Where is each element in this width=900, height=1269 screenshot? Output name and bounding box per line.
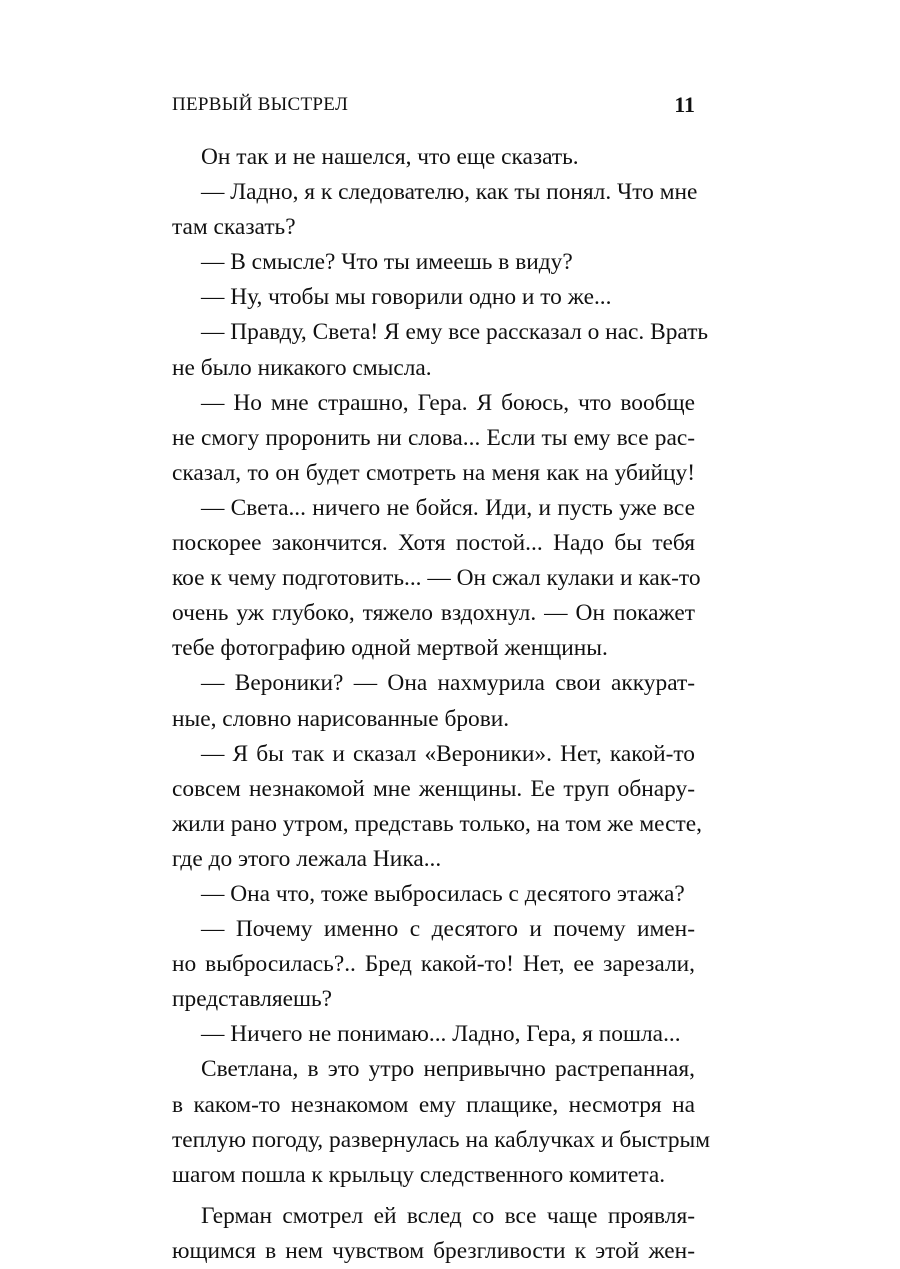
text-line: Герман смотрел ей вслед со все чаще проявля- — [201, 1202, 695, 1229]
text-line: — В смысле? Что ты имеешь в виду? — [201, 249, 573, 276]
text-line: шагом пошла к крыльцу следственного комитета. — [172, 1161, 666, 1188]
body-text — [172, 140, 711, 1269]
text-line: Светлана, в это утро непривычно растрепанная, — [201, 1056, 695, 1083]
text-line: Он так и не нашелся, что еще сказать. — [201, 144, 579, 170]
page-number: 11 — [674, 92, 695, 117]
text-line: — Ладно, я к следователю, как ты понял. Что мне — [201, 179, 698, 206]
text-line: поскорее закончится. Хотя постой... Надо бы тебя — [172, 530, 695, 557]
text-line: — Но мне страшно, Гера. Я боюсь, что вообще — [201, 389, 695, 416]
text-line: представляешь? — [172, 986, 333, 1013]
text-line: кое к чему подготовить... — Он сжал кулаки и как-то — [172, 565, 701, 592]
text-line: ные, словно нарисованные брови. — [172, 705, 510, 732]
text-line: — Почему именно с десятого и почему имен- — [201, 916, 695, 943]
text-line: очень уж глубоко, тяжело вздохнул. — Он покажет — [172, 600, 695, 627]
text-line: ющимся в нем чувством брезгливости к этой жен- — [172, 1237, 695, 1264]
text-line: там сказать? — [172, 214, 296, 241]
text-line: — Света... ничего не бойся. Иди, и пусть уже все — [201, 494, 695, 521]
text-line: тебе фотографию одной мертвой женщины. — [172, 635, 608, 662]
text-line: жили рано утром, представь только, на том же месте, — [172, 810, 702, 837]
text-line: не смогу проронить ни слова... Если ты ему все рас- — [172, 424, 695, 451]
text-line: в каком-то незнакомом ему плащике, несмотря на — [172, 1091, 695, 1118]
text-line: — Ничего не понимаю... Ладно, Гера, я пошла... — [201, 1021, 681, 1048]
text-line: — Она что, тоже выбросилась с десятого этажа? — [201, 880, 685, 907]
text-line: не было никакого смысла. — [172, 354, 432, 381]
running-title: ПЕРВЫЙ ВЫСТРЕЛ — [172, 94, 349, 115]
text-line: но выбросилась?.. Бред какой-то! Нет, ее зарезали, — [172, 951, 695, 978]
running-head — [172, 90, 695, 120]
text-line: сказал, то он будет смотреть на меня как на убийцу! — [172, 459, 695, 486]
text-line: — Я бы так и сказал «Вероники». Нет, какой-то — [201, 740, 695, 767]
text-line: где до этого лежала Ника... — [172, 845, 442, 872]
text-line: — Ну, чтобы мы говорили одно и то же... — [201, 284, 612, 311]
text-line: совсем незнакомой мне женщины. Ее труп обнару- — [172, 775, 695, 802]
text-line: — Правду, Света! Я ему все рассказал о нас. Врать — [201, 319, 709, 346]
text-line: — Вероники? — Она нахмурила свои аккурат- — [201, 670, 695, 697]
text-line: теплую погоду, развернулась на каблучках и быстрым — [172, 1126, 711, 1153]
